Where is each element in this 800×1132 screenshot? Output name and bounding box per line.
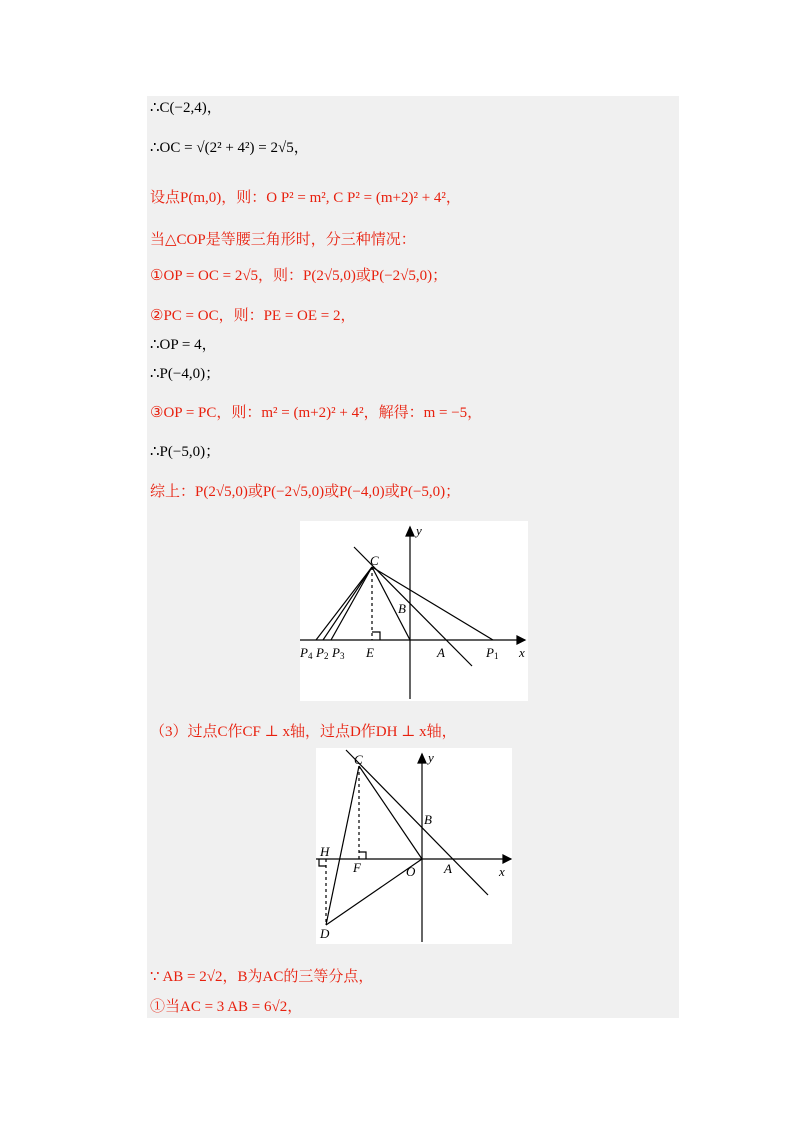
segment-cp4 (316, 567, 372, 640)
label-a: A (437, 645, 445, 660)
label-b: B (424, 812, 432, 827)
label-p1: P1 (486, 645, 499, 661)
segment-cp3 (331, 567, 372, 640)
right-angle-mark-h (319, 859, 326, 866)
label-x: x (499, 864, 505, 879)
label-e: E (366, 645, 374, 660)
label-d: D (320, 926, 330, 941)
label-o: O (406, 864, 416, 879)
segment-cd (326, 766, 359, 925)
line-ab (346, 750, 488, 895)
segment-cp2 (323, 567, 372, 640)
y-axis-arrow (418, 754, 426, 763)
segment-co (359, 766, 422, 859)
label-p2: P2 (316, 645, 329, 661)
right-angle-mark-f (359, 852, 366, 859)
label-f: F (353, 860, 361, 875)
figure-1 (300, 521, 528, 701)
text-line-6: ②PC = OC，则：PE = OE = 2， (150, 308, 356, 324)
label-a: A (444, 861, 452, 876)
text-line-11: 综上：P(2√5,0)或P(−2√5,0)或P(−4,0)或P(−5,0)； (150, 484, 461, 500)
label-x: x (519, 645, 525, 660)
text-line-12: （3）过点C作CF ⊥ x轴，过点D作DH ⊥ x轴， (150, 724, 457, 740)
right-angle-mark (372, 632, 380, 640)
y-axis-arrow (406, 527, 414, 536)
label-c: C (370, 553, 379, 568)
text-line-13: ∵ AB = 2√2，B为AC的三等分点， (150, 969, 374, 985)
x-axis-arrow (517, 636, 525, 644)
figure-2-svg (316, 748, 512, 944)
text-line-9: ③OP = PC，则：m² = (m+2)² + 4²，解得：m = −5， (150, 405, 483, 421)
text-line-10: ∴P(−5,0)； (150, 444, 221, 460)
text-line-8: ∴P(−4,0)； (150, 366, 221, 382)
figure-1-svg (300, 521, 528, 701)
text-line-7: ∴OP = 4， (150, 337, 217, 353)
text-line-14: ①当AC = 3 AB = 6√2， (150, 999, 303, 1015)
text-line-4: 当△COP是等腰三角形时，分三种情况： (150, 232, 416, 248)
label-b: B (398, 601, 406, 616)
x-axis-arrow (503, 855, 511, 863)
text-line-5: ①OP = OC = 2√5，则：P(2√5,0)或P(−2√5,0)； (150, 268, 448, 284)
text-line-1: ∴C(−2,4)， (150, 100, 222, 116)
label-y: y (428, 750, 434, 765)
figure-2 (316, 748, 512, 944)
label-p4: P4 (300, 645, 313, 661)
label-y: y (416, 523, 422, 538)
label-c: C (354, 752, 363, 767)
text-line-2: ∴OC = √(2² + 4²) = 2√5， (150, 140, 309, 156)
text-line-3: 设点P(m,0)，则：O P² = m², C P² = (m+2)² + 4²， (150, 190, 461, 206)
segment-cp1 (372, 567, 493, 640)
label-h: H (320, 844, 330, 859)
label-p3: P3 (332, 645, 345, 661)
